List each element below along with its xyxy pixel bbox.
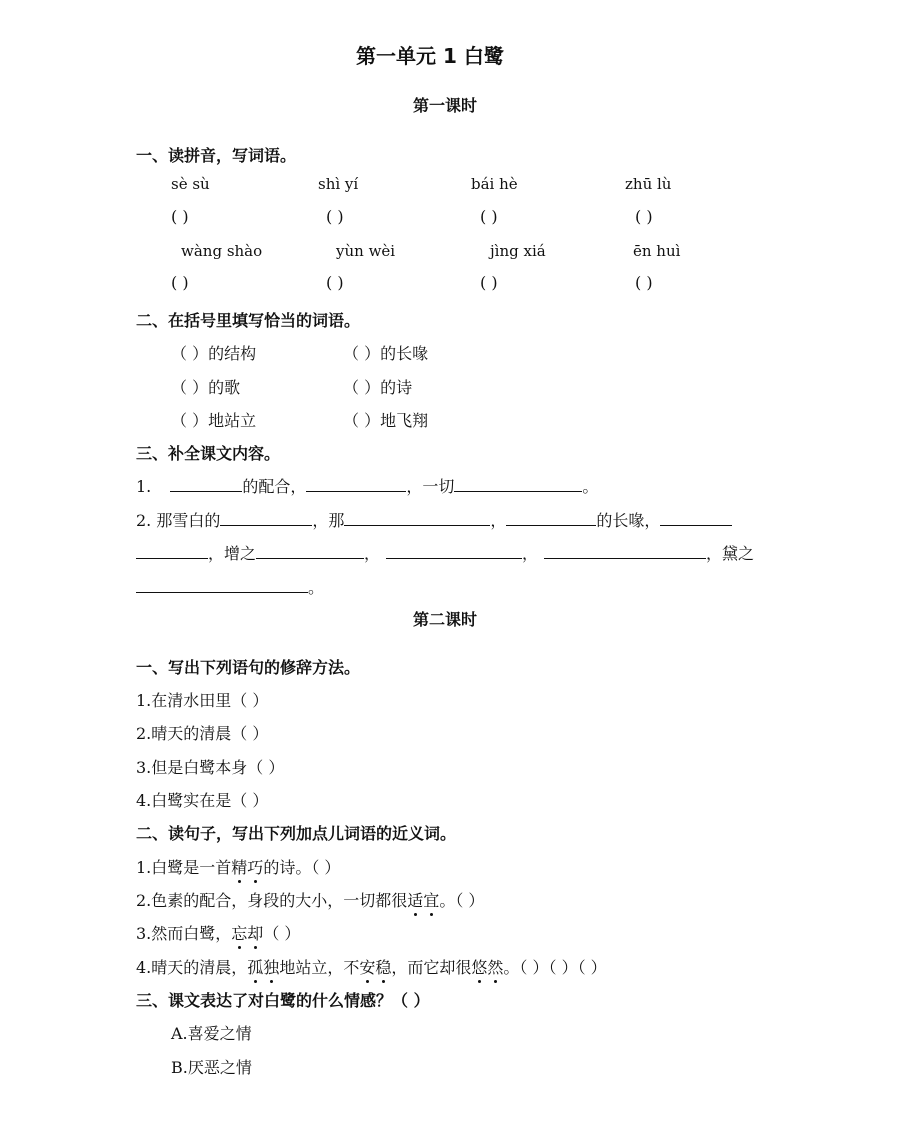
fill-item[interactable]: （ ）的结构 <box>171 344 257 363</box>
fill-item[interactable]: （ ）的长喙 <box>343 344 429 363</box>
blank[interactable] <box>544 542 706 559</box>
option-b[interactable]: B.厌恶之情 <box>171 1058 252 1077</box>
page-title: 第一单元 1 白鹭 <box>356 44 504 68</box>
answer-box[interactable]: ( ) <box>635 273 653 292</box>
section-2-title: 二、读句子，写出下列加点儿词语的近义词。 <box>136 824 457 843</box>
pinyin-8: ēn huì <box>633 242 681 260</box>
text-line-4: 。 <box>136 575 324 598</box>
emphasis-dot: 孤 <box>247 958 264 977</box>
emphasis-dot: 独 <box>263 958 280 977</box>
emphasis-dot: 悠 <box>471 958 488 977</box>
pinyin-3: bái hè <box>471 175 518 193</box>
text-line-2: 2. 那雪白的 ，那 ， 的长喙， <box>136 508 732 531</box>
answer-box[interactable]: ( ) <box>480 273 498 292</box>
blank[interactable] <box>136 542 208 559</box>
answer-box[interactable]: ( ) <box>480 207 498 226</box>
blank[interactable] <box>660 509 732 526</box>
blank[interactable] <box>344 509 490 526</box>
section-1-title: 一、写出下列语句的修辞方法。 <box>136 658 361 677</box>
answer-box[interactable]: ( ) <box>326 207 344 226</box>
emphasis-dot: 稳 <box>375 958 392 977</box>
section-3-title: 三、课文表达了对白鹭的什么情感？（ ） <box>136 991 430 1010</box>
blank[interactable] <box>220 509 312 526</box>
emphasis-dot: 忘 <box>231 924 248 943</box>
fill-item[interactable]: （ ）地飞翔 <box>343 411 429 430</box>
text-line-3: ，增之 ， ， ，黛之 <box>136 541 754 564</box>
section-2-title: 二、在括号里填写恰当的词语。 <box>136 311 361 330</box>
answer-box[interactable]: ( ) <box>171 207 189 226</box>
synonym-item[interactable]: 1.白鹭是一首精巧的诗。（ ） <box>136 858 341 877</box>
pinyin-5: wàng shào <box>181 242 263 260</box>
answer-box[interactable]: ( ) <box>635 207 653 226</box>
blank[interactable] <box>136 576 308 593</box>
blank[interactable] <box>170 475 242 492</box>
fill-item[interactable]: （ ）的诗 <box>343 378 413 397</box>
rhetoric-item[interactable]: 4.白鹭实在是（ ） <box>136 791 269 810</box>
blank[interactable] <box>386 542 522 559</box>
pinyin-2: shì yí <box>318 175 359 193</box>
synonym-item[interactable]: 4.晴天的清晨，孤独地站立，不安稳，而它却很悠然。（ ）（ ）（ ） <box>136 958 607 977</box>
fill-item[interactable]: （ ）的歌 <box>171 378 241 397</box>
emphasis-dot: 精 <box>231 858 248 877</box>
section-1-title: 一、读拼音，写词语。 <box>136 146 297 165</box>
blank[interactable] <box>454 475 582 492</box>
pinyin-7: jìng xiá <box>490 242 546 260</box>
rhetoric-item[interactable]: 2.晴天的清晨（ ） <box>136 724 269 743</box>
emphasis-dot: 宜 <box>423 891 440 910</box>
emphasis-dot: 适 <box>407 891 424 910</box>
blank[interactable] <box>256 542 364 559</box>
answer-box[interactable]: ( ) <box>171 273 189 292</box>
answer-box[interactable]: ( ) <box>326 273 344 292</box>
section-3-title: 三、补全课文内容。 <box>136 444 281 463</box>
emphasis-dot: 巧 <box>247 858 264 877</box>
pinyin-4: zhū lù <box>625 175 672 193</box>
synonym-item[interactable]: 2.色素的配合，身段的大小，一切都很适宜。（ ） <box>136 891 485 910</box>
pinyin-6: yùn wèi <box>336 242 396 260</box>
rhetoric-item[interactable]: 1.在清水田里（ ） <box>136 691 269 710</box>
synonym-item[interactable]: 3.然而白鹭，忘却（ ） <box>136 924 301 943</box>
blank[interactable] <box>306 475 406 492</box>
lesson-1-heading: 第一课时 <box>413 96 478 115</box>
text-line-1: 1. 的配合， ，一切 。 <box>136 477 599 496</box>
blank[interactable] <box>506 509 596 526</box>
emphasis-dot: 然 <box>487 958 504 977</box>
option-a[interactable]: A.喜爱之情 <box>171 1024 252 1043</box>
fill-item[interactable]: （ ）地站立 <box>171 411 257 430</box>
pinyin-1: sè sù <box>171 175 210 193</box>
emphasis-dot: 安 <box>359 958 376 977</box>
rhetoric-item[interactable]: 3.但是白鹭本身（ ） <box>136 758 285 777</box>
lesson-2-heading: 第二课时 <box>413 610 478 629</box>
emphasis-dot: 却 <box>247 924 264 943</box>
